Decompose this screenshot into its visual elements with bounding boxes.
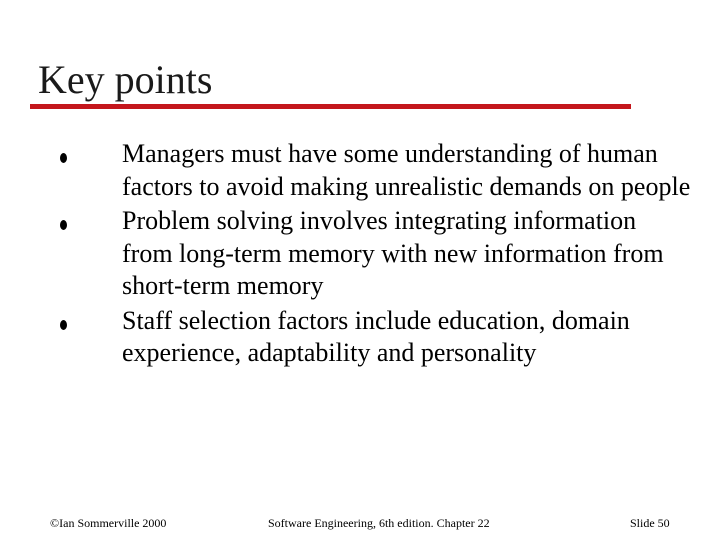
bullet-text: Problem solving involves integrating information from long-term memory with new information from short-term memory [122, 206, 664, 300]
bullet-list [0, 138, 720, 370]
bullet-item [0, 138, 720, 203]
footer-book-title: Software Engineering, 6th edition. Chapter 22 [268, 516, 490, 530]
bullet-dot-icon [60, 320, 67, 330]
bullet-text: Managers must have some understanding of human factors to avoid making unrealistic demands on people [122, 139, 691, 201]
title-underline [30, 104, 631, 109]
slide-title: Key points [38, 57, 213, 102]
bullet-dot-icon [60, 220, 67, 230]
footer-slide-number: Slide 50 [630, 516, 670, 530]
bullet-item [0, 305, 720, 370]
bullet-text: Staff selection factors include education, domain experience, adaptability and personality [122, 305, 630, 367]
bullet-dot-icon [60, 153, 67, 163]
footer-copyright: ©Ian Sommerville 2000 [50, 516, 167, 530]
bullet-item [0, 205, 720, 303]
